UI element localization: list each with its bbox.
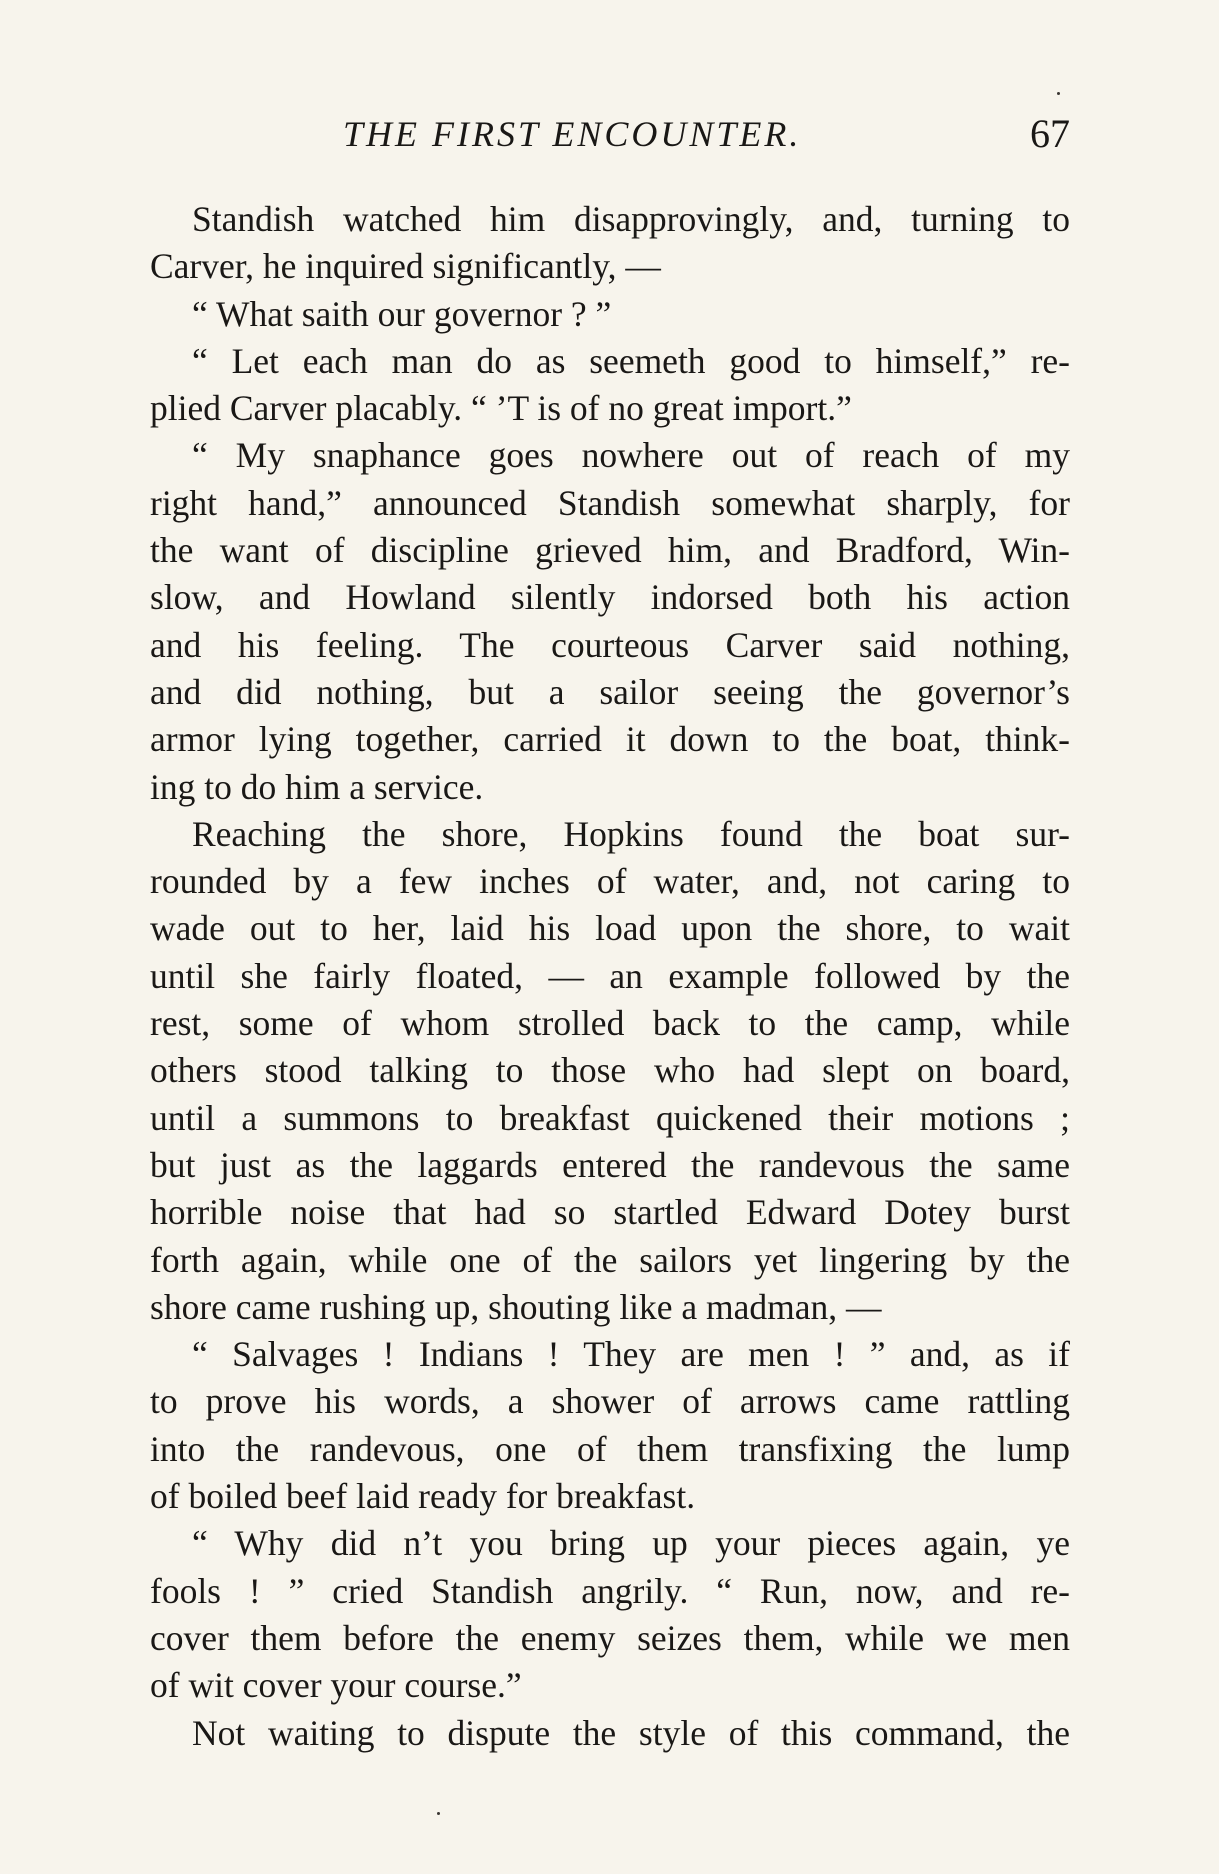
text-line: until a summons to breakfast quickened their motions ; [150, 1097, 1070, 1138]
text-line: wade out to her, laid his load upon the shore, to wait [150, 908, 1070, 949]
text-line: Not waiting to dispute the style of this command, the [192, 1712, 1070, 1753]
text-line: horrible noise that had so startled Edward Dotey burst [150, 1192, 1070, 1233]
running-title: THE FIRST ENCOUNTER. [343, 114, 802, 154]
text-line: cover them before the enemy seizes them, while we men [150, 1617, 1070, 1658]
text-line: armor lying together, carried it down to the boat, think- [150, 719, 1070, 760]
text-line: and his feeling. The courteous Carver said nothing, [150, 624, 1070, 665]
text-line: rest, some of whom strolled back to the camp, while [150, 1003, 1070, 1044]
paper-speck [437, 1812, 440, 1815]
text-line: “ Let each man do as seemeth good to himself,” re- [192, 340, 1070, 381]
text-line: forth again, while one of the sailors yet lingering by the [150, 1239, 1070, 1280]
text-line: Standish watched him disapprovingly, and, turning to [192, 199, 1070, 239]
page-header [150, 112, 1070, 172]
text-line: right hand,” announced Standish somewhat sharply, for [150, 482, 1070, 523]
text-line: plied Carver placably. “ ’T is of no great import.” [150, 388, 852, 429]
text-line: of wit cover your course.” [150, 1665, 522, 1706]
text-line: to prove his words, a shower of arrows came rattling [150, 1381, 1070, 1422]
text-line: “ What saith our governor ? ” [192, 293, 612, 334]
text-line: of boiled beef laid ready for breakfast. [150, 1476, 696, 1517]
text-line: rounded by a few inches of water, and, not caring to [150, 861, 1070, 902]
text-line: slow, and Howland silently indorsed both his action [150, 577, 1070, 618]
text-line: shore came rushing up, shouting like a madman, — [150, 1286, 882, 1327]
text-line: “ Why did n’t you bring up your pieces again, ye [192, 1523, 1070, 1564]
text-line: until she fairly floated, — an example followed by the [150, 955, 1070, 996]
paper-speck [1057, 92, 1060, 95]
text-line: into the randevous, one of them transfixing the lump [150, 1428, 1070, 1469]
text-line: ing to do him a service. [150, 766, 484, 807]
text-line: fools ! ” cried Standish angrily. “ Run, now, and re- [150, 1570, 1070, 1611]
text-line: Reaching the shore, Hopkins found the boat sur- [192, 813, 1070, 854]
text-line: others stood talking to those who had slept on board, [150, 1050, 1070, 1091]
text-line: the want of discipline grieved him, and Bradford, Win- [150, 530, 1070, 571]
text-line: and did nothing, but a sailor seeing the governor’s [150, 671, 1070, 712]
page-number: 67 [1030, 111, 1070, 156]
text-line: “ My snaphance goes nowhere out of reach of my [192, 435, 1070, 476]
text-line: but just as the laggards entered the randevous the same [150, 1144, 1070, 1185]
body-text [150, 196, 1070, 1796]
text-line: “ Salvages ! Indians ! They are men ! ” and, as if [192, 1334, 1070, 1375]
text-line: Carver, he inquired significantly, — [150, 246, 661, 287]
